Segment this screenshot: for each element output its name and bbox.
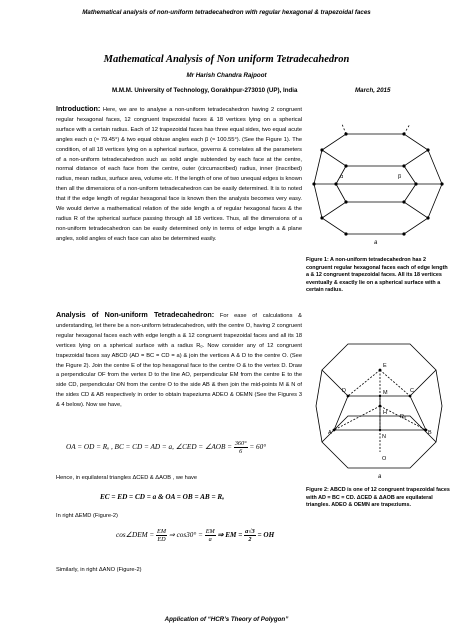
fig1-beta-label: β <box>398 174 402 180</box>
text-right-ano: Similarly, in right ΔANO (Figure-2) <box>56 567 142 573</box>
analysis-paragraph <box>56 310 302 411</box>
equation-3 <box>116 528 274 543</box>
eq3-b-den: a <box>208 536 212 543</box>
eq3-a-den: ED <box>157 536 166 543</box>
paper-title: Mathematical Analysis of Non uniform Tetradecahedron <box>103 54 350 65</box>
analysis-heading: Analysis of Non-uniform Tetradecahedron: <box>56 310 215 319</box>
fig2-label-C: C <box>410 388 414 394</box>
intro-paragraph <box>56 104 302 245</box>
figure-2-caption-box <box>306 487 452 510</box>
fig2-label-E: E <box>383 363 387 369</box>
eq1-right: = 60° <box>249 443 267 452</box>
page-footer: Application of “HCR’s Theory of Polygon” <box>164 616 289 623</box>
intro-heading: Introduction: <box>56 104 101 113</box>
equation-1 <box>66 440 266 455</box>
fig1-alpha-label: α <box>340 174 344 180</box>
fig2-label-A: A <box>328 430 332 436</box>
eq3-c: ⇒ EM = <box>217 531 243 540</box>
fig2-label-M: M <box>383 390 388 396</box>
figure-1-caption-box <box>306 257 452 295</box>
eq3-frac-c <box>244 528 256 543</box>
eq3-a: cos∠DEM = <box>116 531 155 540</box>
fig2-label-H: H <box>383 410 387 416</box>
figure-2 <box>306 334 452 482</box>
eq3-a-num: EM <box>157 528 166 535</box>
eq3-c-num: a√3 <box>245 528 255 535</box>
eq1-left: OA = OD = Rₒ , BC = CD = AD = a, ∠CED = ∠AOB = <box>66 443 233 452</box>
fig1-edge-label: a <box>374 240 378 246</box>
eq3-frac-b <box>205 528 216 543</box>
date: March, 2015 <box>355 87 391 94</box>
eq1-num: 360° <box>234 440 247 447</box>
eq1-fraction <box>234 440 248 455</box>
author: Mr Harish Chandra Rajpoot <box>186 72 267 79</box>
eq3-b: ⇒ cos30° = <box>168 531 203 540</box>
text-equilateral: Hence, in equilateral triangles ΔCED & ΔAOB , we have <box>56 475 198 481</box>
intro-body: Here, we are to analyse a non-uniform tetradecahedron having 2 congruent regular hexagonal faces, 12 congruent trapezoidal faces & 18 vertices lying on a spherical surface with a certain radius. Each of 12 trapezoidal faces has three equal sides, two equal acute angles each α (≈ 79.45°) & two equal obtuse angles each β (≈ 100.55°). (See the Figure 1). The condition, of all 18 vertices lying on a spherical surface, governs & correlates all the parameters of a non-uniform tetradecahedron such as solid angle subtended by each face at the centre, normal distance of each face from the centre, outer (circumscribed) radius, inner (inscribed) radius, mean radius, surface area, volume etc. If the length of one of two unequal edges is known then all the dimensions of a non-uniform tetradecahedron can be easily determined. It is to noted that if the edge length of regular hexagonal face is known then the analysis becomes very easy. We would derive a mathematical relation of the side length a of regular hexagonal faces & the radius R of the spherical surface passing through all 18 vertices. Thus, all the dimensions of a non-uniform tetradecahedron can be easily determined only in terms of edge length a & plane angles, solid angles of each face can also be determined easily. <box>56 107 302 242</box>
fig2-label-B: B <box>428 430 432 436</box>
analysis-body: For ease of calculations & understanding, let there be a non-uniform tetradecahedron, with the centre O, having 2 congruent regular hexagonal faces each with edge length a & 12 congruent trapezoidal faces and all its 18 vertices lying on a spherical surface with a radius Rₒ. Now consider any of 12 congruent trapezoidal faces say ABCD (AD = BC = CD = a) & join the vertices A & D to the centre O. (See the Figure 2). Join the centre E of the top hexagonal face to the centre O & to the vertex D. Draw a perpendicular OF from the vertex D to the line AO, perpendicular EM from the centre E to the side CD, perpendicular ON from the centre O to the side AB & then join the mid-points M & N of the sides CD & AB respectively in order to obtain trapeziums ADEO & OEMN (See the Figures 3 & 4 below). Now we have, <box>56 313 302 409</box>
fig2-label-D: D <box>342 388 346 394</box>
intro-section <box>56 104 302 245</box>
eq3-b-num: EM <box>205 528 215 535</box>
tetradecahedron-figure-1 <box>306 120 452 256</box>
figure-1 <box>306 120 452 256</box>
figure-2-caption: Figure 2: ABCD is one of 12 congruent trapezoidal faces with AD = BC = CD. ΔCED & ΔAOB are equilateral triangles. ADEO & OEMN are trapeziums. <box>306 487 450 509</box>
eq1-den: 6 <box>239 448 243 455</box>
eq3-c-den: 2 <box>248 536 252 543</box>
equation-2: EC = ED = CD = a & OA = OB = AB = Rₒ <box>100 493 225 501</box>
text-right-emd: In right ΔEMD (Figure-2) <box>56 513 118 519</box>
fig2-label-N: N <box>382 434 386 440</box>
fig2-label-R: Rₒ <box>400 414 407 420</box>
fig2-label-a: a <box>378 474 382 480</box>
eq3-frac-a <box>156 528 167 543</box>
running-header: Mathematical analysis of non-uniform tetradecahedron with regular hexagonal & trapezoidal faces <box>82 9 371 16</box>
affiliation: M.M.M. University of Technology, Gorakhpur-273010 (UP), India <box>112 87 298 94</box>
fig2-label-O: O <box>382 456 387 462</box>
analysis-section <box>56 310 302 411</box>
figure-1-caption: Figure 1: A non-uniform tetradecahedron has 2 congruent regular hexagonal faces each of edge length a & 12 congruent trapezoidal faces. All its 18 vertices eventually & exactly lie on a spherical surface with a certain radius. <box>306 257 448 294</box>
eq3-d: = OH <box>257 531 275 540</box>
tetradecahedron-figure-2 <box>306 334 452 482</box>
